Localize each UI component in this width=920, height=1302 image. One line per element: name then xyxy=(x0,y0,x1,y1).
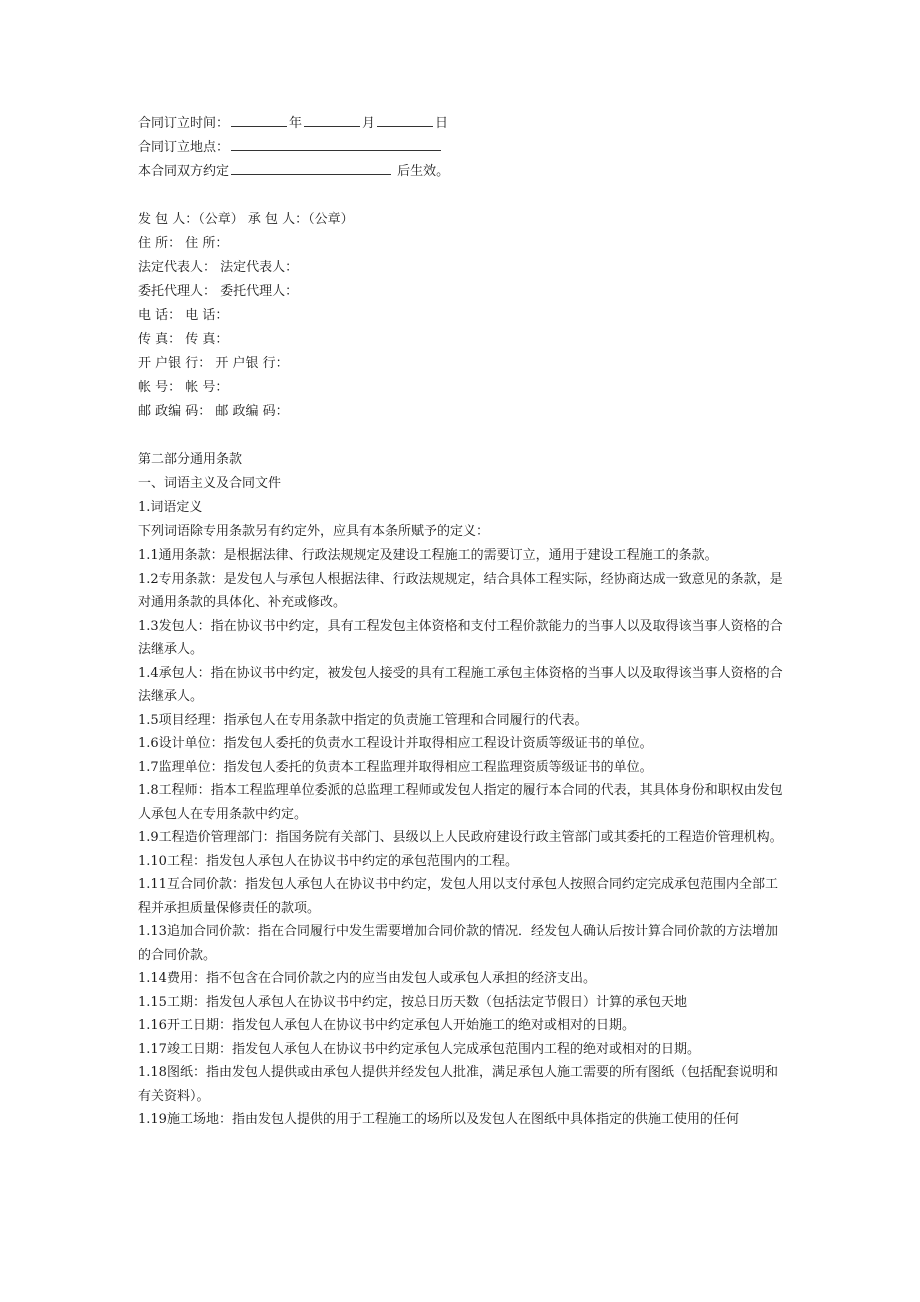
day-blank xyxy=(377,112,433,127)
intro-text: 下列词语除专用条款另有约定外，应具有本条所赋予的定义： xyxy=(138,524,490,539)
signing-place-label: 合同订立地点： xyxy=(138,140,230,155)
clause-item: 1.5项目经理：指承包人在专用条款中指定的负责施工管理和合同履行的代表。 xyxy=(138,712,588,728)
party-line: 开 户银 行： 开 户银 行： xyxy=(138,356,289,371)
spacer xyxy=(138,184,788,208)
effect-blank xyxy=(231,160,391,175)
party-line: 法定代表人： 法定代表人： xyxy=(138,260,299,275)
clause-item: 1.8工程师：指本工程监理单位委派的总监理工程师或发包人指定的履行本合同的代表，其具体身份和职权由发包人承包人在专用条款中约定。 xyxy=(138,783,783,822)
parties-block xyxy=(138,208,788,424)
place-blank xyxy=(231,136,441,151)
clause-item: 1.11互合同价款：指发包人承包人在协议书中约定，发包人用以支付承包人按照合同约定完成承包范围内全部工程并承担质量保修责任的款项。 xyxy=(138,877,778,916)
section-title: 一、词语主义及合同文件 xyxy=(138,476,282,491)
clause-item: 1.7监理单位：指发包人委托的负责本工程监理并取得相应工程监理资质等级证书的单位。 xyxy=(138,759,653,775)
clause-item: 1.14费用：指不包含在合同价款之内的应当由发包人或承包人承担的经济支出。 xyxy=(138,971,596,986)
spacer xyxy=(138,424,788,448)
clause-item: 1.16开工日期：指发包人承包人在协议书中约定承包人开始施工的绝对或相对的日期。 xyxy=(138,1018,635,1033)
subsection-title: 1.词语定义 xyxy=(138,500,203,515)
party-line: 发 包 人：（公章） 承 包 人：（公章） xyxy=(138,212,354,227)
party-line: 邮 政编 码： 邮 政编 码： xyxy=(138,404,289,419)
party-line: 传 真： 传 真： xyxy=(138,332,229,347)
month-blank xyxy=(304,112,360,127)
month-label: 月 xyxy=(362,116,376,131)
clause-item: 1.1通用条款：是根据法律、行政法规规定及建设工程施工的需要订立，通用于建设工程施工的条款。 xyxy=(138,548,718,563)
party-line: 委托代理人： 委托代理人： xyxy=(138,284,299,299)
clause-item: 1.4承包人：指在协议书中约定，被发包人接受的具有工程施工承包主体资格的当事人以及取得该当事人资格的合法继承人。 xyxy=(138,665,783,704)
effect-prefix: 本合同双方约定 xyxy=(138,164,230,179)
effect-line xyxy=(138,160,788,184)
clause-item: 1.2专用条款：是发包人与承包人根据法律、行政法规规定，结合具体工程实际，经协商达成一致意见的条款，是对通用条款的具体化、补充或修改。 xyxy=(138,571,783,610)
party-line: 电 话： 电 话： xyxy=(138,308,229,323)
signing-date-label: 合同订立时间： xyxy=(138,116,230,131)
year-blank xyxy=(231,112,287,127)
clause-item: 1.10工程：指发包人承包人在协议书中约定的承包范围内的工程。 xyxy=(138,853,518,869)
year-label: 年 xyxy=(289,116,303,131)
clause-item: 1.9工程造价管理部门：指国务院有关部门、县级以上人民政府建设行政主管部门或其委托的工程造价管理机构。 xyxy=(138,830,783,845)
document-page xyxy=(138,112,788,1132)
clause-item: 1.17竣工日期：指发包人承包人在协议书中约定承包人完成承包范围内工程的绝对或相对的日期。 xyxy=(138,1041,700,1057)
part-title: 第二部分通用条款 xyxy=(138,452,243,467)
signing-date-line xyxy=(138,112,788,136)
day-label: 日 xyxy=(435,116,449,131)
clause-item: 1.19施工场地：指由发包人提供的用于工程施工的场所以及发包人在图纸中具体指定的供施工使用的任何 xyxy=(138,1112,739,1127)
clause-item: 1.15工期：指发包人承包人在协议书中约定，按总日历天数（包括法定节假日）计算的承包天地 xyxy=(138,994,687,1010)
clause-item: 1.3发包人：指在协议书中约定，具有工程发包主体资格和支付工程价款能力的当事人以及取得该当事人资格的合法继承人。 xyxy=(138,618,783,657)
clause-item: 1.13追加合同价款：指在合同履行中发生需要增加合同价款的情况．经发包人确认后按计算合同价款的方法增加的合同价款。 xyxy=(138,924,778,963)
party-line: 帐 号： 帐 号： xyxy=(138,380,229,395)
signing-place-line xyxy=(138,136,788,160)
effect-suffix: 后生效。 xyxy=(393,164,450,179)
clause-list xyxy=(138,544,788,1132)
party-line: 住 所： 住 所： xyxy=(138,236,229,251)
clause-item: 1.6设计单位：指发包人委托的负责水工程设计并取得相应工程设计资质等级证书的单位。 xyxy=(138,736,653,751)
clause-item: 1.18图纸：指由发包人提供或由承包人提供并经发包人批准，满足承包人施工需要的所有图纸（包括配套说明和有关资料）。 xyxy=(138,1065,778,1104)
